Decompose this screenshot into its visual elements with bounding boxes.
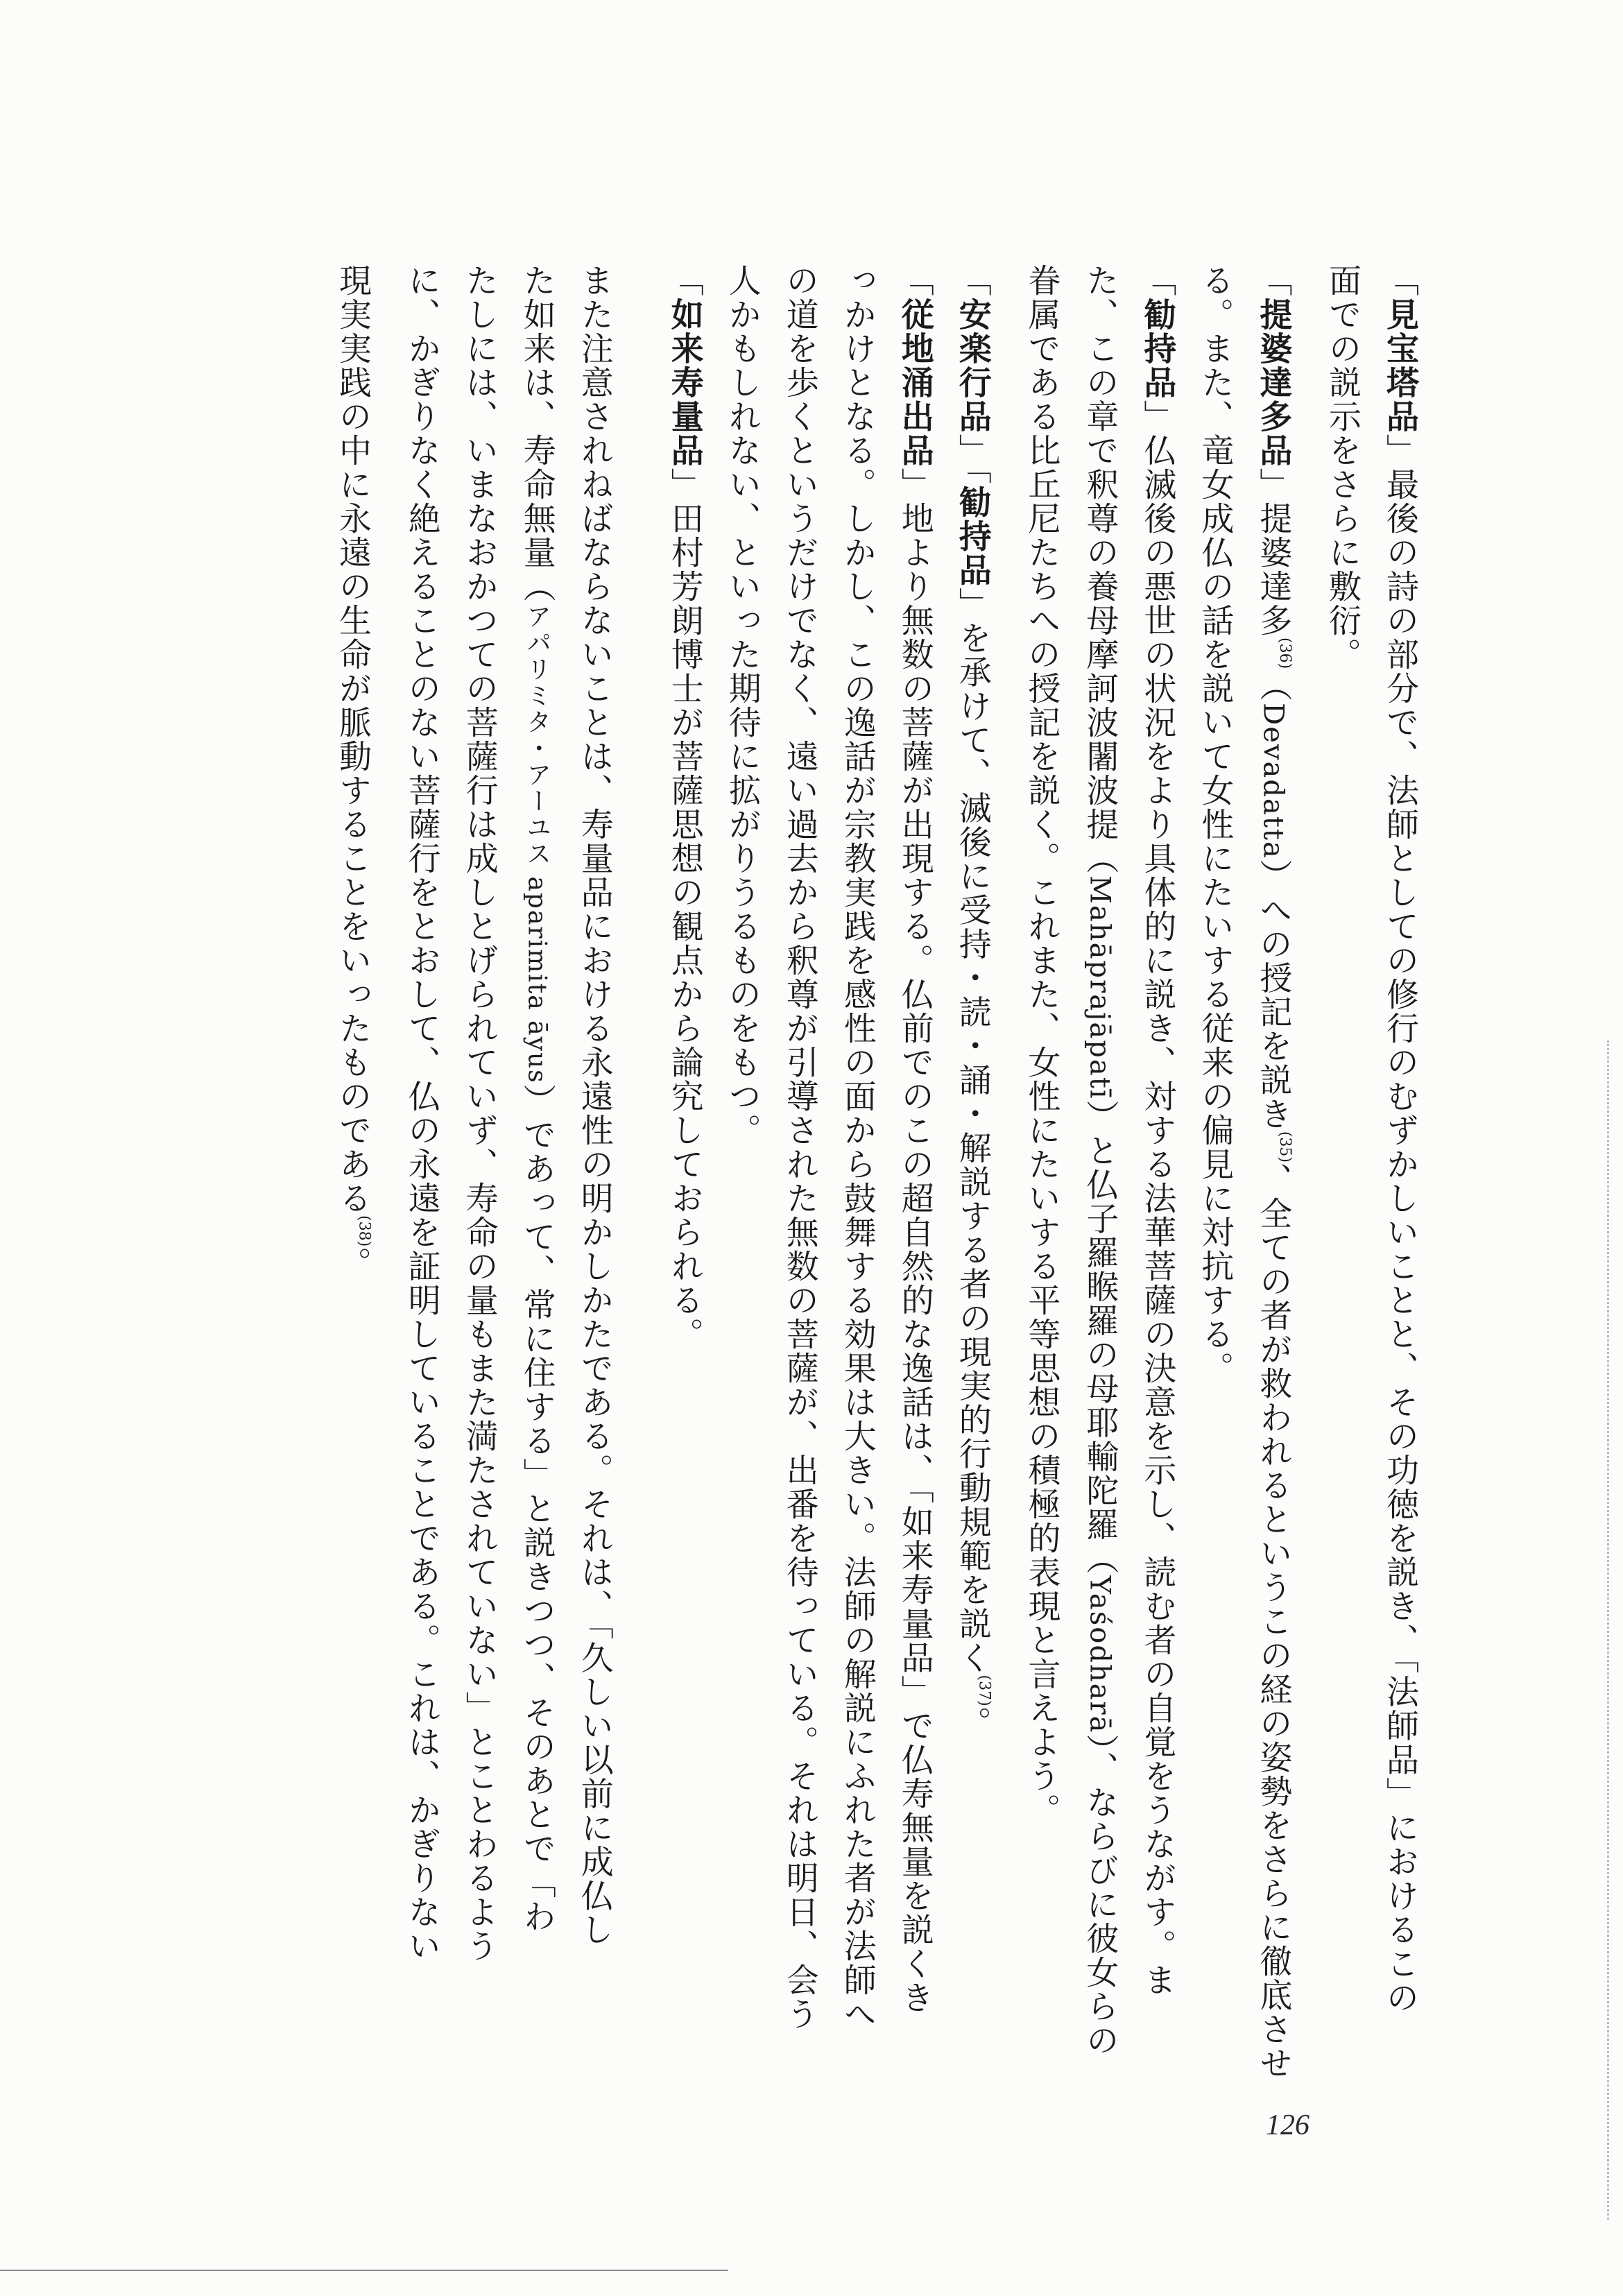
- body-text: 地より無数の菩薩が出現する。仏前でのこの超自然的な逸話は、「如来寿量品」で仏寿無量を説くき: [895, 502, 934, 2015]
- body-text: 最後の詩の部分で、法師としての修行のむずかしいことと、その功徳を説き、「法師品」におけるこの: [1381, 468, 1419, 2015]
- heading-bracket: 「: [665, 264, 704, 298]
- text-column: [324, 264, 393, 2039]
- text-column: [944, 264, 1013, 2039]
- body-text: っかけとなる。しかし、この逸話が宗教実践を感性の面から鼓舞する効果は大きい。法師の解説にふれた者が法師へ: [838, 264, 877, 2031]
- text-column: [1128, 264, 1186, 2039]
- text-column: [886, 264, 944, 2039]
- body-text: ）であって、常に住する」と説きつつ、そのあとで「わ: [517, 1083, 556, 1934]
- heading-bracket: 」「: [953, 434, 992, 486]
- heading-bracket: 「: [1254, 264, 1293, 298]
- latin-term: Yaśodharā: [1083, 1575, 1116, 1734]
- body-text: 人かもしれない、といった期待に拡がりうるものをもつ。: [723, 264, 762, 1147]
- body-text: た如来は、寿命無量（: [517, 264, 556, 603]
- chapter-heading: 如来寿量品: [665, 298, 704, 468]
- chapter-heading: 勧持品: [953, 485, 992, 588]
- heading-bracket: 」: [1254, 468, 1293, 502]
- scan-bottom-rule: [0, 2270, 728, 2271]
- note-reference: (38): [355, 1215, 373, 1247]
- text-column: [714, 264, 771, 2039]
- text-column: [508, 264, 566, 2039]
- body-text: る。また、竜女成仏の話を説いて女性にたいする従来の偏見に対抗する。: [1196, 264, 1235, 1385]
- chapter-heading: 提婆達多品: [1254, 298, 1293, 468]
- latin-term: Mahāprajāpatī: [1083, 875, 1116, 1100]
- heading-bracket: 「: [953, 264, 992, 298]
- body-text: 現実実践の中に永遠の生命が脈動することをいったものである: [334, 264, 372, 1215]
- gloss-text: アパリミタ・アーユス aparimita āyus: [522, 603, 551, 1084]
- body-text: ）と仏子羅睺羅の母耶輸陀羅（: [1081, 1099, 1119, 1576]
- body-text: たしには、いまなおかつての菩薩行は成しとげられていず、寿命の量もまた満たされていない」とことわるよう: [460, 264, 499, 1963]
- latin-term: Devadatta: [1257, 703, 1289, 859]
- body-text: の道を歩くというだけでなく、遠い過去から釈尊が引導された無数の菩薩が、出番を待っている。それは明日、会う: [780, 264, 819, 2031]
- heading-bracket: 「: [1138, 264, 1177, 298]
- body-text: 眷属である比丘尼たちへの授記を説く。これまた、女性にたいする平等思想の積極的表現と言えよう。: [1022, 264, 1061, 1827]
- vertical-text-block: [324, 264, 1429, 2080]
- body-text: また注意されねばならないことは、寿量品における永遠性の明かしかたである。それは、「久しい以前に成仏し: [575, 264, 614, 1947]
- heading-bracket: 」: [953, 587, 992, 622]
- heading-bracket: 」: [1381, 434, 1419, 468]
- body-text: （: [1254, 669, 1293, 703]
- note-reference: (37): [975, 1674, 993, 1706]
- text-column: [1070, 264, 1128, 2058]
- text-column: [1314, 264, 1371, 2039]
- body-text: 。: [953, 1706, 992, 1740]
- text-column: [771, 264, 829, 2039]
- text-column: [656, 264, 714, 2039]
- note-reference: (36): [1276, 637, 1294, 669]
- body-text: 、全ての者が救われるというこの経の姿勢をさらに徹底させ: [1254, 1162, 1293, 2080]
- chapter-heading: 従地涌出品: [895, 298, 934, 468]
- heading-bracket: 」: [665, 468, 704, 502]
- body-text: 面での説示をさらに敷衍。: [1323, 264, 1362, 671]
- body-text: を承けて、滅後に受持・読・誦・解説する者の現実的行動規範を説く: [953, 621, 992, 1675]
- page-number: 126: [1266, 2109, 1309, 2141]
- heading-bracket: 「: [1381, 264, 1419, 298]
- chapter-heading: 安楽行品: [953, 298, 992, 434]
- body-text: 仏滅後の悪世の状況をより具体的に説き、対する法華菩薩の決意を示し、読む者の自覚をうながす。ま: [1138, 434, 1177, 1997]
- heading-bracket: 」: [1138, 400, 1177, 434]
- heading-bracket: 」: [895, 468, 934, 502]
- body-text: 提婆達多: [1254, 502, 1293, 637]
- body-text: た、この章で釈尊の養母摩訶波闍波提（: [1081, 264, 1119, 875]
- text-column: [1244, 264, 1314, 2080]
- body-text: ）への授記を説き: [1254, 859, 1293, 1131]
- body-text: ）、ならびに彼女らの: [1081, 1733, 1119, 2058]
- body-text: 。: [334, 1246, 372, 1281]
- text-column: [451, 264, 508, 2039]
- text-column: [1186, 264, 1244, 2039]
- text-column: [393, 264, 451, 2039]
- scan-edge-marks: [1605, 1040, 1609, 2220]
- body-text: に、かぎりなく絶えることのない菩薩行をとおして、仏の永遠を証明していることである。これは、かぎりない: [402, 264, 441, 1963]
- text-column: [829, 264, 886, 2039]
- chapter-heading: 勧持品: [1138, 298, 1177, 400]
- heading-bracket: 「: [895, 264, 934, 298]
- note-reference: (35): [1276, 1131, 1294, 1163]
- text-column: [1371, 264, 1429, 2039]
- body-text: 田村芳朗博士が菩薩思想の観点から論究しておられる。: [665, 502, 704, 1351]
- chapter-heading: 見宝塔品: [1381, 298, 1419, 434]
- text-column: [1013, 264, 1070, 2039]
- text-column: [566, 264, 656, 2039]
